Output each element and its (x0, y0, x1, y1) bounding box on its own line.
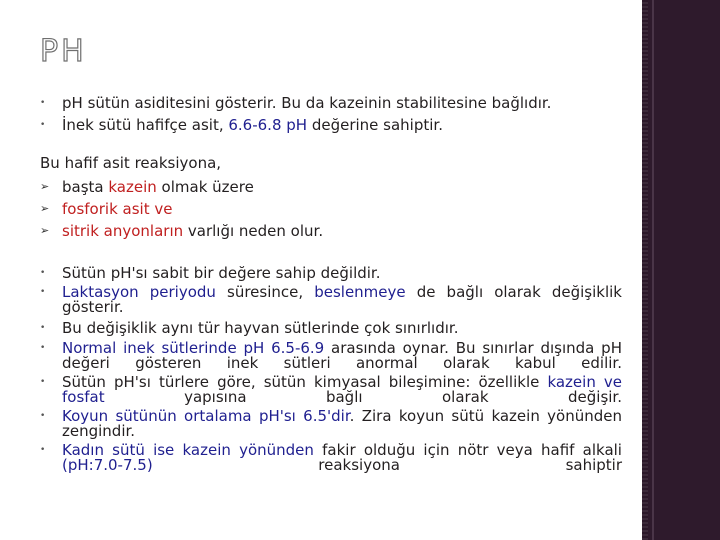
text-run: de bağlı olarak değişiklik gösterir. (62, 283, 622, 316)
list-item (40, 341, 622, 371)
arrow-bullet-list (40, 176, 622, 242)
slide-title: PH (40, 34, 87, 69)
list-item (40, 176, 622, 198)
arrow-bullet-icon: ➢ (40, 224, 50, 237)
text-run: Sütün pH'sı sabit bir değere sahip değildir. (62, 264, 381, 282)
text-run: beslenmeye (314, 283, 406, 301)
list-item (40, 114, 622, 136)
text-run: varlığı neden olur. (183, 222, 324, 240)
text-run: olmak üzere (156, 178, 254, 196)
bullet-dot-icon: • (40, 98, 46, 108)
paragraph-text: Bu hafif asit reaksiyona, (40, 154, 222, 172)
list-item (40, 92, 622, 114)
text-run: kazein ve fosfat (62, 373, 623, 406)
text-run: Normal inek sütlerinde pH 6.5-6.9 (62, 339, 325, 357)
bullet-dot-icon: • (40, 120, 46, 130)
text-run: 6.6-6.8 pH (228, 116, 308, 134)
text-run: değerine sahiptir. (307, 116, 443, 134)
text-run: (pH:7.0-7.5) (62, 456, 153, 474)
text-run: Laktasyon periyodu (62, 283, 216, 301)
bullet-dot-icon: • (40, 323, 46, 333)
bullet-dot-icon: • (40, 377, 46, 387)
text-run: Sütün pH'sı türlere göre, sütün kimyasal bileşimine: özellikle (62, 373, 548, 391)
text-run: yapısına bağlı olarak değişir. (104, 388, 622, 406)
list-item (40, 263, 622, 283)
intro-bullet-list (40, 92, 622, 136)
text-run: fakir olduğu için nötr veya hafif alkali (313, 441, 622, 459)
bullet-dot-icon: • (40, 411, 46, 421)
text-run: Kadın sütü ise kazein yönünden (62, 441, 314, 459)
text-run: sitrik anyonların (62, 222, 184, 240)
text-run: reaksiyona sahiptir (152, 456, 622, 474)
text-run: arasında oynar. Bu sınırlar dışında pH değeri gösteren inek sütleri anormal olarak kabul edilir. (62, 339, 622, 372)
detail-bullet-list (40, 263, 622, 477)
text-run: Koyun sütünün ortalama pH'sı 6.5'dir (62, 407, 350, 425)
text-run: Bu değişiklik aynı tür hayvan sütlerinde çok sınırlıdır. (62, 319, 459, 337)
bullet-dot-icon: • (40, 268, 46, 278)
text-run: pH sütün asiditesini gösterir. Bu da kazeinin stabilitesine bağlıdır. (62, 94, 552, 112)
text-run: süresince, (215, 283, 315, 301)
text-run: fosforik asit ve (62, 200, 173, 218)
text-run: İnek sütü hafifçe asit, (62, 116, 229, 134)
list-item (40, 409, 622, 439)
list-item (40, 220, 622, 242)
text-run: kazein (108, 178, 157, 196)
text-run: başta (62, 178, 109, 196)
decorative-side-stripe (642, 0, 720, 540)
bullet-dot-icon: • (40, 287, 46, 297)
list-item (40, 285, 622, 315)
list-item (40, 319, 622, 337)
list-item (40, 375, 622, 405)
arrow-bullet-icon: ➢ (40, 180, 50, 193)
bullet-dot-icon: • (40, 343, 46, 353)
text-run: . Zira koyun sütü kazein yönünden zengindir. (62, 407, 622, 440)
list-item (40, 443, 622, 473)
list-item (40, 198, 622, 220)
bullet-dot-icon: • (40, 445, 46, 455)
arrow-bullet-icon: ➢ (40, 202, 50, 215)
